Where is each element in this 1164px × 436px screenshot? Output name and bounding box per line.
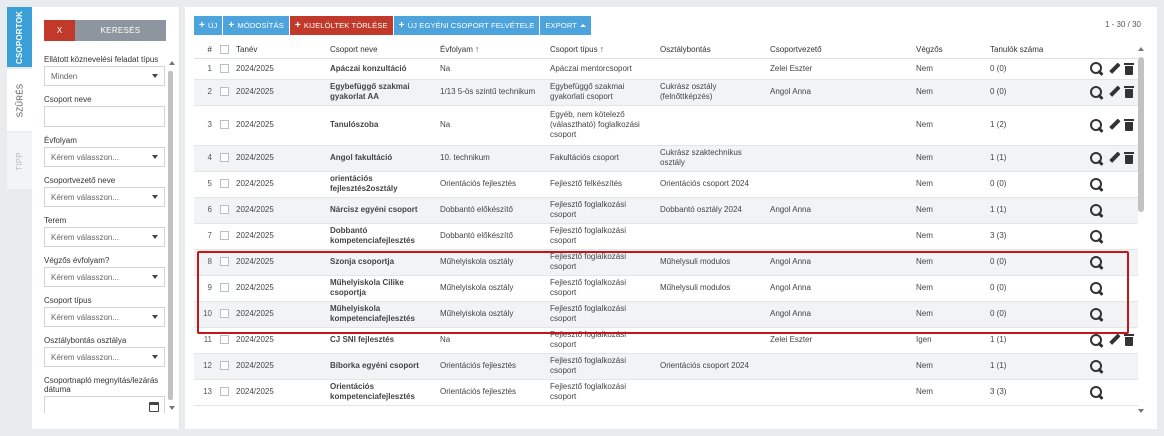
row-grade: Na bbox=[436, 58, 546, 79]
row-checkbox-cell bbox=[218, 301, 232, 327]
row-name: Műhelyiskola Cilike csoportja bbox=[326, 275, 436, 301]
row-actions bbox=[1084, 145, 1138, 171]
row-type: Fejlesztő foglalkozási csoport bbox=[546, 353, 656, 379]
row-name: Orientációs kompetenciafejlesztés bbox=[326, 379, 436, 405]
row-actions bbox=[1084, 301, 1138, 327]
row-checkbox[interactable] bbox=[220, 335, 229, 344]
table-row[interactable] bbox=[194, 327, 1138, 353]
row-actions bbox=[1084, 223, 1138, 249]
row-leader: Zelei Eszter bbox=[766, 327, 876, 353]
row-checkbox-cell bbox=[218, 197, 232, 223]
row-year: 2024/2025 bbox=[232, 353, 326, 379]
row-action-icons bbox=[1088, 62, 1134, 75]
row-year: 2024/2025 bbox=[232, 301, 326, 327]
filter-value: Kérem válasszon... bbox=[51, 152, 120, 162]
row-students: 0 (0) bbox=[968, 249, 1084, 275]
row-checkbox-cell bbox=[218, 327, 232, 353]
edit-button[interactable]: + MÓDOSÍTÁS bbox=[223, 16, 288, 35]
filter-label: Terem bbox=[44, 216, 67, 225]
col-final[interactable]: Végzős bbox=[876, 41, 968, 58]
row-checkbox-cell bbox=[218, 79, 232, 105]
chevron-down-icon bbox=[152, 195, 158, 199]
row-leader: Zelei Eszter bbox=[766, 58, 876, 79]
row-students: 0 (0) bbox=[968, 58, 1084, 79]
table-scroll-thumb[interactable] bbox=[1138, 57, 1144, 212]
select-all-checkbox[interactable] bbox=[220, 45, 229, 54]
row-students: 1 (1) bbox=[968, 197, 1084, 223]
row-checkbox[interactable] bbox=[220, 87, 229, 96]
chevron-down-icon bbox=[152, 355, 158, 359]
filter-select[interactable] bbox=[44, 187, 165, 207]
row-final: Nem bbox=[876, 197, 968, 223]
pencil-icon[interactable] bbox=[1108, 63, 1120, 75]
row-actions bbox=[1084, 58, 1138, 79]
row-actions bbox=[1084, 275, 1138, 301]
row-name: Angol fakultáció bbox=[326, 145, 436, 171]
row-students: 0 (0) bbox=[968, 79, 1084, 105]
row-checkbox-cell bbox=[218, 171, 232, 197]
search-icon[interactable] bbox=[1090, 119, 1103, 132]
filter-label: Csoportnapló megnyitás/lezárás dátuma bbox=[44, 376, 159, 394]
plus-icon: + bbox=[199, 19, 205, 31]
row-final: Nem bbox=[876, 79, 968, 105]
row-final: Igen bbox=[876, 327, 968, 353]
search-icon[interactable] bbox=[1090, 204, 1103, 217]
row-action-icons bbox=[1088, 230, 1134, 243]
search-icon[interactable] bbox=[1090, 178, 1103, 191]
row-number: 5 bbox=[194, 171, 218, 197]
sidebar-scrollbar[interactable] bbox=[166, 62, 174, 412]
row-name: Nárcisz egyéni csoport bbox=[326, 197, 436, 223]
row-split: Orientációs csoport 2024 bbox=[656, 171, 766, 197]
row-final: Nem bbox=[876, 275, 968, 301]
filter-sidebar bbox=[32, 7, 180, 429]
row-split bbox=[656, 327, 766, 353]
row-name: Bíborka egyéni csoport bbox=[326, 353, 436, 379]
row-number: 4 bbox=[194, 145, 218, 171]
chevron-down-icon bbox=[152, 275, 158, 279]
col-grade[interactable]: Évfolyam ↑ bbox=[436, 41, 546, 58]
row-leader: Angol Anna bbox=[766, 79, 876, 105]
row-actions bbox=[1084, 327, 1138, 353]
row-name: orientációs fejlesztés2osztály bbox=[326, 171, 436, 197]
filter-label: Végzős évfolyam? bbox=[44, 256, 110, 265]
filter-label: Csoport típus bbox=[44, 296, 92, 305]
row-year: 2024/2025 bbox=[232, 379, 326, 405]
row-type: Fejlesztő foglalkozási csoport bbox=[546, 327, 656, 353]
chevron-down-icon bbox=[152, 74, 158, 78]
pencil-icon[interactable] bbox=[1108, 86, 1120, 98]
search-icon[interactable] bbox=[1090, 230, 1103, 243]
search-button[interactable]: KERESÉS bbox=[75, 20, 166, 41]
row-actions bbox=[1084, 379, 1138, 405]
row-final: Nem bbox=[876, 58, 968, 79]
filter-select[interactable] bbox=[44, 347, 165, 367]
row-action-icons bbox=[1088, 282, 1134, 295]
row-grade: Na bbox=[436, 105, 546, 145]
row-action-icons bbox=[1088, 386, 1134, 399]
sidebar-scroll-up-icon[interactable] bbox=[169, 61, 175, 65]
row-number: 12 bbox=[194, 353, 218, 379]
col-split[interactable]: Osztálybontás bbox=[656, 41, 766, 58]
row-checkbox[interactable] bbox=[220, 120, 229, 129]
table-row[interactable] bbox=[194, 301, 1138, 327]
trash-icon[interactable] bbox=[1124, 86, 1134, 98]
row-name: Apáczai konzultáció bbox=[326, 58, 436, 79]
row-year: 2024/2025 bbox=[232, 145, 326, 171]
trash-icon[interactable] bbox=[1124, 152, 1134, 164]
filter-label: Csoportvezető neve bbox=[44, 176, 116, 185]
row-final: Nem bbox=[876, 379, 968, 405]
filter-list[interactable] bbox=[44, 55, 170, 413]
row-checkbox-cell bbox=[218, 223, 232, 249]
row-year: 2024/2025 bbox=[232, 327, 326, 353]
filter-select[interactable] bbox=[44, 267, 165, 287]
row-action-icons bbox=[1088, 152, 1134, 165]
row-number: 3 bbox=[194, 105, 218, 145]
row-number: 7 bbox=[194, 223, 218, 249]
row-split bbox=[656, 379, 766, 405]
row-students: 3 (3) bbox=[968, 223, 1084, 249]
table-row[interactable] bbox=[194, 105, 1138, 145]
row-number: 2 bbox=[194, 79, 218, 105]
table-scroll-up-icon[interactable] bbox=[1138, 47, 1144, 51]
col-type[interactable]: Csoport típus ↑ bbox=[546, 41, 656, 58]
row-students: 0 (0) bbox=[968, 301, 1084, 327]
filter-value: Kérem válasszon... bbox=[51, 312, 120, 322]
row-action-icons bbox=[1088, 308, 1134, 321]
row-actions bbox=[1084, 353, 1138, 379]
row-type: Fejlesztő foglalkozási csoport bbox=[546, 249, 656, 275]
row-students: 0 (0) bbox=[968, 171, 1084, 197]
row-leader bbox=[766, 223, 876, 249]
row-split: Cukrász szaktechnikus osztály bbox=[656, 145, 766, 171]
table-row[interactable] bbox=[194, 79, 1138, 105]
row-leader: Angol Anna bbox=[766, 249, 876, 275]
filter-select[interactable] bbox=[44, 227, 165, 247]
row-checkbox[interactable] bbox=[220, 179, 229, 188]
search-icon[interactable] bbox=[1090, 386, 1103, 399]
row-grade: Műhelyiskola osztály bbox=[436, 301, 546, 327]
row-grade: Orientációs fejlesztés bbox=[436, 379, 546, 405]
trash-icon[interactable] bbox=[1124, 334, 1134, 346]
row-checkbox-cell bbox=[218, 275, 232, 301]
calendar-icon[interactable] bbox=[149, 402, 159, 412]
row-grade: Na bbox=[436, 327, 546, 353]
row-checkbox[interactable] bbox=[220, 231, 229, 240]
row-checkbox-cell bbox=[218, 145, 232, 171]
row-leader: Angol Anna bbox=[766, 275, 876, 301]
row-action-icons bbox=[1088, 86, 1134, 99]
row-split: Orientációs csoport 2024 bbox=[656, 353, 766, 379]
row-action-icons bbox=[1088, 119, 1134, 132]
col-name[interactable]: Csoport neve bbox=[326, 41, 436, 58]
filter-value: Kérem válasszon... bbox=[51, 192, 120, 202]
row-grade: Dobbantó előkészítő bbox=[436, 197, 546, 223]
plus-icon: + bbox=[294, 19, 301, 31]
search-icon[interactable] bbox=[1090, 282, 1103, 295]
pencil-icon[interactable] bbox=[1108, 152, 1120, 164]
pencil-icon[interactable] bbox=[1108, 119, 1120, 131]
row-checkbox[interactable] bbox=[220, 361, 229, 370]
col-students[interactable]: Tanulók száma bbox=[968, 41, 1084, 58]
row-checkbox-cell bbox=[218, 353, 232, 379]
toolbar bbox=[194, 16, 591, 35]
filter-label: Ellátott köznevelési feladat típus bbox=[44, 55, 159, 64]
filter-value: Minden bbox=[51, 71, 78, 81]
new-button[interactable]: + ÚJ bbox=[194, 16, 222, 35]
row-leader: Angol Anna bbox=[766, 301, 876, 327]
row-students: 1 (1) bbox=[968, 145, 1084, 171]
row-number: 6 bbox=[194, 197, 218, 223]
row-students: 3 (3) bbox=[968, 379, 1084, 405]
search-icon[interactable] bbox=[1090, 256, 1103, 269]
row-leader bbox=[766, 145, 876, 171]
tab-tip[interactable]: TIPP bbox=[7, 133, 32, 189]
row-grade: 10. technikum bbox=[436, 145, 546, 171]
row-leader bbox=[766, 105, 876, 145]
row-actions bbox=[1084, 105, 1138, 145]
row-checkbox[interactable] bbox=[220, 205, 229, 214]
row-type: Egybefüggő szakmai gyakorlati csoport bbox=[546, 79, 656, 105]
col-year[interactable]: Tanév bbox=[232, 41, 326, 58]
row-type: Fejlesztő foglalkozási csoport bbox=[546, 379, 656, 405]
row-checkbox[interactable] bbox=[220, 309, 229, 318]
row-number: 13 bbox=[194, 379, 218, 405]
row-year: 2024/2025 bbox=[232, 275, 326, 301]
row-type: Fejlesztő foglalkozási csoport bbox=[546, 275, 656, 301]
caret-up-icon bbox=[580, 24, 586, 27]
row-type: Fejlesztő felkészítés bbox=[546, 171, 656, 197]
tab-filter[interactable]: SZŰRÉS bbox=[7, 69, 32, 131]
filter-value: Kérem válasszon... bbox=[51, 272, 120, 282]
row-split: Cukrász osztály (felnőttképzés) bbox=[656, 79, 766, 105]
row-grade: Műhelyiskola osztály bbox=[436, 275, 546, 301]
row-action-icons bbox=[1088, 178, 1134, 191]
table-row[interactable] bbox=[194, 353, 1138, 379]
filter-value: Kérem válasszon... bbox=[51, 232, 120, 242]
row-year: 2024/2025 bbox=[232, 79, 326, 105]
row-checkbox-cell bbox=[218, 249, 232, 275]
pencil-icon[interactable] bbox=[1108, 334, 1120, 346]
sort-arrow-icon: ↑ bbox=[599, 44, 605, 55]
row-final: Nem bbox=[876, 353, 968, 379]
row-type: Fejlesztő foglalkozási csoport bbox=[546, 197, 656, 223]
table-row[interactable] bbox=[194, 379, 1138, 405]
table-header-row bbox=[194, 41, 1138, 58]
row-name: Tanulószoba bbox=[326, 105, 436, 145]
sidebar-scroll-down-icon[interactable] bbox=[169, 406, 175, 410]
clear-filter-button[interactable]: X bbox=[44, 20, 75, 41]
col-number: # bbox=[194, 41, 218, 58]
filter-text-input[interactable] bbox=[44, 106, 165, 127]
filter-label: Évfolyam bbox=[44, 136, 77, 145]
row-name: CJ SNI fejlesztés bbox=[326, 327, 436, 353]
chevron-down-icon bbox=[152, 155, 158, 159]
row-type: Fejlesztő foglalkozási csoport bbox=[546, 301, 656, 327]
row-split: Műhelysuli modulos bbox=[656, 275, 766, 301]
row-checkbox[interactable] bbox=[220, 153, 229, 162]
row-leader bbox=[766, 379, 876, 405]
col-leader[interactable]: Csoportvezető bbox=[766, 41, 876, 58]
row-checkbox-cell bbox=[218, 105, 232, 145]
row-leader: Angol Anna bbox=[766, 197, 876, 223]
row-action-icons bbox=[1088, 204, 1134, 217]
row-checkbox[interactable] bbox=[220, 257, 229, 266]
sidebar-scroll-thumb[interactable] bbox=[168, 71, 173, 400]
row-type: Apáczai mentorcsoport bbox=[546, 58, 656, 79]
row-type: Fakultációs csoport bbox=[546, 145, 656, 171]
filter-value: Kérem válasszon... bbox=[51, 352, 120, 362]
row-split bbox=[656, 301, 766, 327]
tab-groups[interactable]: CSOPORTOK bbox=[7, 7, 32, 67]
row-actions bbox=[1084, 79, 1138, 105]
row-checkbox[interactable] bbox=[220, 64, 229, 73]
filter-date-input[interactable] bbox=[44, 396, 165, 413]
row-checkbox[interactable] bbox=[220, 283, 229, 292]
row-leader bbox=[766, 171, 876, 197]
row-actions bbox=[1084, 249, 1138, 275]
table-row[interactable] bbox=[194, 275, 1138, 301]
row-action-icons bbox=[1088, 334, 1134, 347]
table-row[interactable] bbox=[194, 145, 1138, 171]
filter-select[interactable] bbox=[44, 66, 165, 86]
row-year: 2024/2025 bbox=[232, 223, 326, 249]
main-panel bbox=[185, 7, 1157, 429]
row-students: 0 (0) bbox=[968, 275, 1084, 301]
filter-select[interactable] bbox=[44, 307, 165, 327]
row-name: Egybefüggő szakmai gyakorlat AA bbox=[326, 79, 436, 105]
row-leader bbox=[766, 353, 876, 379]
row-year: 2024/2025 bbox=[232, 58, 326, 79]
row-split bbox=[656, 223, 766, 249]
row-type: Egyéb, nem kötelező (választható) foglalkozási csoport bbox=[546, 105, 656, 145]
table-scroll-down-icon[interactable] bbox=[1138, 409, 1144, 413]
search-icon[interactable] bbox=[1090, 308, 1103, 321]
row-year: 2024/2025 bbox=[232, 171, 326, 197]
row-number: 1 bbox=[194, 58, 218, 79]
search-icon[interactable] bbox=[1090, 334, 1103, 347]
row-year: 2024/2025 bbox=[232, 249, 326, 275]
row-final: Nem bbox=[876, 105, 968, 145]
trash-icon[interactable] bbox=[1124, 63, 1134, 75]
export-button[interactable]: EXPORT bbox=[540, 16, 591, 35]
filter-label: Osztálybontás osztálya bbox=[44, 336, 127, 345]
sort-arrow-icon: ↑ bbox=[474, 44, 480, 55]
search-icon[interactable] bbox=[1090, 86, 1103, 99]
row-checkbox[interactable] bbox=[220, 387, 229, 396]
row-grade: Műhelyiskola osztály bbox=[436, 249, 546, 275]
row-actions bbox=[1084, 171, 1138, 197]
row-split bbox=[656, 58, 766, 79]
row-year: 2024/2025 bbox=[232, 105, 326, 145]
new-individual-group-button[interactable]: + ÚJ EGYÉNI CSOPORT FELVÉTELE bbox=[394, 16, 540, 35]
row-final: Nem bbox=[876, 223, 968, 249]
row-students: 1 (1) bbox=[968, 353, 1084, 379]
row-split: Dobbantó osztály 2024 bbox=[656, 197, 766, 223]
search-icon[interactable] bbox=[1090, 152, 1103, 165]
row-split bbox=[656, 105, 766, 145]
row-number: 9 bbox=[194, 275, 218, 301]
paging-info: 1 - 30 / 30 bbox=[1104, 20, 1141, 29]
filter-label: Csoport neve bbox=[44, 95, 92, 104]
chevron-down-icon bbox=[152, 235, 158, 239]
row-name: Szonja csoportja bbox=[326, 249, 436, 275]
search-icon[interactable] bbox=[1090, 62, 1103, 75]
row-students: 1 (2) bbox=[968, 105, 1084, 145]
row-name: Dobbantó kompetenciafejlesztés bbox=[326, 223, 436, 249]
row-actions bbox=[1084, 197, 1138, 223]
row-type: Fejlesztő foglalkozási csoport bbox=[546, 223, 656, 249]
filter-buttons bbox=[44, 20, 166, 41]
groups-table bbox=[194, 41, 1138, 406]
row-checkbox-cell bbox=[218, 379, 232, 405]
row-number: 8 bbox=[194, 249, 218, 275]
plus-icon: + bbox=[398, 19, 405, 31]
search-icon[interactable] bbox=[1090, 360, 1103, 373]
table-row[interactable] bbox=[194, 171, 1138, 197]
row-year: 2024/2025 bbox=[232, 197, 326, 223]
row-split: Műhelysuli modulos bbox=[656, 249, 766, 275]
table-row[interactable] bbox=[194, 58, 1138, 79]
table-row[interactable] bbox=[194, 249, 1138, 275]
row-number: 11 bbox=[194, 327, 218, 353]
row-number: 10 bbox=[194, 301, 218, 327]
row-final: Nem bbox=[876, 249, 968, 275]
row-final: Nem bbox=[876, 171, 968, 197]
row-grade: Dobbantó előkészítő bbox=[436, 223, 546, 249]
row-grade: 1/13 5-ös szintű technikum bbox=[436, 79, 546, 105]
chevron-down-icon bbox=[152, 315, 158, 319]
select-all-checkbox-cell bbox=[218, 41, 232, 58]
row-final: Nem bbox=[876, 145, 968, 171]
filter-select[interactable] bbox=[44, 147, 165, 167]
table-row[interactable] bbox=[194, 197, 1138, 223]
plus-icon: + bbox=[228, 19, 235, 31]
table-body bbox=[194, 58, 1138, 405]
row-name: Műhelyiskola kompetenciafejlesztés bbox=[326, 301, 436, 327]
vertical-tabs bbox=[7, 7, 32, 429]
trash-icon[interactable] bbox=[1124, 119, 1134, 131]
row-grade: Orientációs fejlesztés bbox=[436, 353, 546, 379]
col-actions bbox=[1084, 41, 1138, 58]
table-scrollbar[interactable] bbox=[1137, 47, 1147, 425]
row-action-icons bbox=[1088, 256, 1134, 269]
row-checkbox-cell bbox=[218, 58, 232, 79]
delete-selected-button[interactable]: + KIJELÖLTEK TÖRLÉSE bbox=[290, 16, 393, 35]
row-grade: Orientációs fejlesztés bbox=[436, 171, 546, 197]
row-final: Nem bbox=[876, 301, 968, 327]
row-students: 1 (1) bbox=[968, 327, 1084, 353]
table-row[interactable] bbox=[194, 223, 1138, 249]
row-action-icons bbox=[1088, 360, 1134, 373]
